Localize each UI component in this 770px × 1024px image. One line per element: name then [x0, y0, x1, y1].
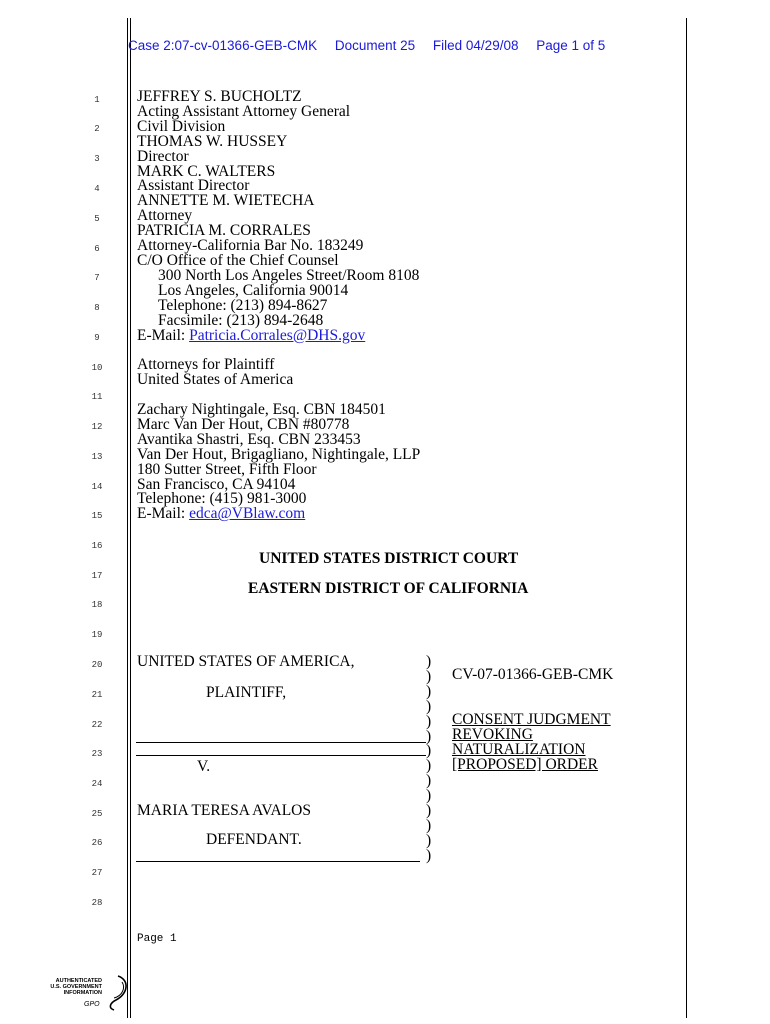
line-number: 11	[91, 392, 103, 402]
line-number: 28	[91, 898, 103, 908]
address-line: Los Angeles, California 90014	[158, 281, 349, 299]
line-number: 19	[91, 630, 103, 640]
left-margin-rule	[127, 18, 128, 1018]
counsel-line: San Francisco, CA 94104	[137, 475, 296, 493]
title-line: NATURALIZATION	[452, 740, 586, 758]
line-number: 16	[91, 541, 103, 551]
line-number: 27	[91, 868, 103, 878]
telephone-line: Telephone: (415) 981-3000	[137, 490, 307, 508]
counsel-line: Marc Van Der Hout, CBN #80778	[137, 415, 350, 433]
caption-defendant: MARIA TERESA AVALOS	[137, 802, 311, 819]
caption-defendant-role: DEFENDANT.	[206, 831, 302, 848]
plaintiff-email-link[interactable]: Patricia.Corrales@DHS.gov	[189, 326, 366, 344]
line-number: 24	[91, 779, 103, 789]
line-number: 14	[91, 482, 103, 492]
attorneys-for-line: Attorneys for Plaintiff	[137, 356, 275, 373]
line-number: 4	[94, 184, 100, 194]
attorneys-for-block	[137, 358, 293, 388]
counsel-line: Acting Assistant Attorney General	[137, 102, 351, 120]
counsel-line: Assistant Director	[137, 177, 250, 195]
line-number: 3	[94, 154, 100, 164]
plaintiff-counsel-block	[137, 90, 419, 343]
caption-plaintiff-role: PLAINTIFF,	[206, 684, 287, 701]
counsel-line: Avantika Shastri, Esq. CBN 233453	[137, 430, 361, 448]
counsel-line: JEFFREY S. BUCHOLTZ	[137, 88, 302, 105]
caption-case-number: CV-07-01366-GEB-CMK	[452, 666, 614, 683]
counsel-line: Attorney-California Bar No. 183249	[137, 237, 364, 255]
caption-rule	[136, 742, 426, 743]
email-label: E-Mail:	[137, 505, 190, 523]
defendant-email-link[interactable]: edca@VBlaw.com	[189, 505, 306, 523]
email-label: E-Mail:	[137, 326, 190, 344]
line-number: 26	[91, 838, 103, 848]
line-number: 6	[94, 244, 100, 254]
counsel-line: 180 Sutter Street, Fifth Floor	[137, 460, 317, 478]
right-margin-rule	[686, 18, 687, 1018]
line-number: 21	[91, 690, 103, 700]
line-number: 7	[94, 273, 100, 283]
court-district: EASTERN DISTRICT OF CALIFORNIA	[248, 580, 529, 597]
title-line: CONSENT JUDGMENT	[452, 711, 611, 728]
line-number: 22	[91, 720, 103, 730]
counsel-line: Zachary Nightingale, Esq. CBN 184501	[137, 401, 386, 418]
counsel-line: Director	[137, 147, 189, 165]
title-line: REVOKING	[452, 725, 533, 743]
caption-versus: V.	[197, 758, 211, 775]
line-number: 9	[94, 333, 100, 343]
line-number: 20	[91, 660, 103, 670]
line-number: 25	[91, 809, 103, 819]
line-number: 10	[91, 363, 103, 373]
case-header	[128, 38, 648, 53]
counsel-line: ANNETTE M. WIETECHA	[137, 192, 315, 210]
line-number: 18	[91, 600, 103, 610]
caption-rule	[136, 755, 426, 756]
facsimile-line: Facsimile: (213) 894-2648	[158, 311, 324, 329]
caption-title	[452, 713, 611, 773]
counsel-line: MARK C. WALTERS	[137, 162, 276, 180]
email-line	[137, 326, 419, 344]
counsel-line: THOMAS W. HUSSEY	[137, 132, 288, 150]
counsel-line: Attorney	[137, 207, 193, 225]
counsel-line: PATRICIA M. CORRALES	[137, 222, 311, 240]
line-number: 13	[91, 452, 103, 462]
page-footer: Page 1	[137, 933, 177, 945]
line-number: 5	[94, 214, 100, 224]
gpo-seal-text: AUTHENTICATED U.S. GOVERNMENT INFORMATION	[50, 978, 102, 996]
line-number: 23	[91, 749, 103, 759]
counsel-line: Civil Division	[137, 117, 226, 135]
email-line	[137, 507, 420, 522]
line-number: 1	[94, 95, 100, 105]
counsel-line: Van Der Hout, Brigagliano, Nightingale, LLP	[137, 445, 421, 463]
title-line: [PROPOSED] ORDER	[452, 755, 598, 773]
counsel-line: C/O Office of the Chief Counsel	[137, 251, 339, 269]
gpo-seal-agency: GPO	[84, 1001, 100, 1008]
court-name: UNITED STATES DISTRICT COURT	[259, 550, 519, 567]
header-filed: Filed 04/29/08	[432, 38, 519, 53]
caption-plaintiff: UNITED STATES OF AMERICA,	[137, 653, 355, 670]
line-number: 12	[91, 422, 103, 432]
telephone-line: Telephone: (213) 894-8627	[158, 296, 328, 314]
caption-parentheses: ) ) ) ) ) ) ) ) ) ) ) ) ) )	[426, 653, 432, 864]
header-page: Page 1 of 5	[536, 38, 606, 53]
left-margin-rule-inner	[130, 18, 131, 1018]
caption-rule	[136, 861, 420, 862]
line-number: 15	[91, 511, 103, 521]
header-document: Document 25	[334, 38, 416, 53]
line-number: 2	[94, 124, 100, 134]
address-line: 300 North Los Angeles Street/Room 8108	[158, 266, 420, 284]
header-case-number: Case 2:07-cv-01366-GEB-CMK	[128, 38, 318, 53]
line-number: 17	[91, 571, 103, 581]
defendant-counsel-block	[137, 403, 420, 522]
line-number: 8	[94, 303, 100, 313]
party-line: United States of America	[137, 370, 294, 388]
